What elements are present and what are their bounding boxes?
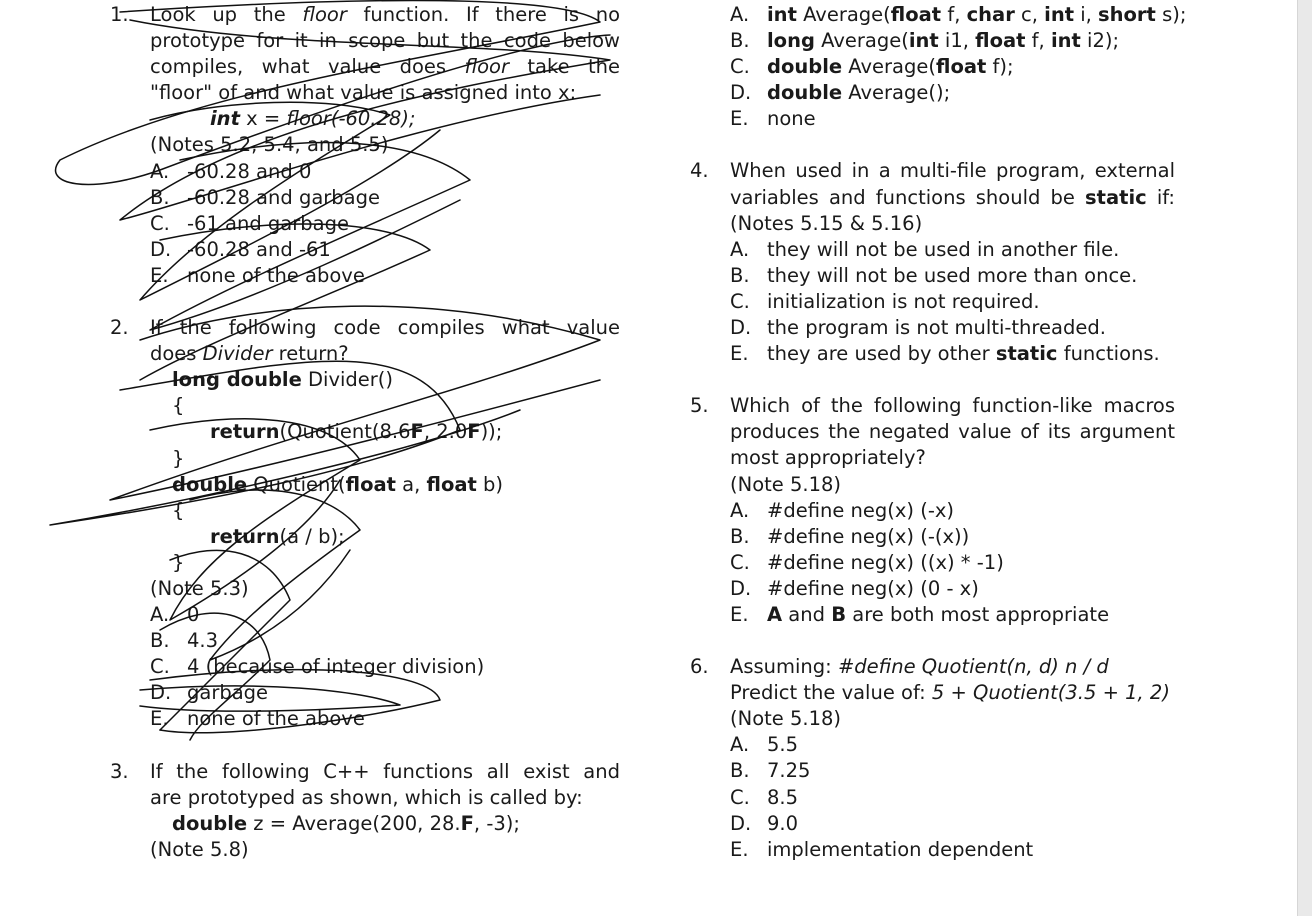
code-line: { <box>172 394 185 418</box>
option-e: E. implementation dependent <box>730 837 1034 861</box>
option-c: C. -61 and garbage <box>150 211 349 235</box>
question-number: 1. <box>110 3 129 26</box>
question-text-line: produces the negated value of its argument <box>730 420 1175 444</box>
option-b: B. 7.25 <box>730 759 811 783</box>
option-d: D. #define neg(x) (0 - x) <box>730 576 979 600</box>
code-line: int x = floor(-60.28); <box>210 107 416 131</box>
option-c: C. double Average(float f); <box>730 55 1014 79</box>
option-c: C. initialization is not required. <box>730 289 1040 313</box>
option-a: A. they will not be used in another file. <box>730 237 1120 261</box>
question-text-line: Look up the floor function. If there is no <box>150 3 620 26</box>
option-a: A. -60.28 and 0 <box>150 159 312 183</box>
question-text-line: does Divider return? <box>150 342 349 366</box>
option-b: B. 4.3 <box>150 629 219 653</box>
option-c: C. 8.5 <box>730 785 799 809</box>
option-a: A. #define neg(x) (-x) <box>730 498 955 522</box>
option-e: E. none <box>730 107 816 131</box>
question-number: 4. <box>690 159 709 183</box>
question-text-line: are prototyped as shown, which is called by: <box>150 785 583 809</box>
option-d: D. -60.28 and -61 <box>150 237 331 261</box>
question-text-line: Assuming: #define Quotient(n, d) n / d <box>730 655 1109 679</box>
option-b: B. #define neg(x) (-(x)) <box>730 524 970 548</box>
option-e: E. none of the above <box>150 263 365 287</box>
right-column <box>690 2 1187 863</box>
question-number: 6. <box>690 655 709 679</box>
option-c: C. #define neg(x) ((x) * -1) <box>730 550 1004 574</box>
option-b: B. -60.28 and garbage <box>150 185 380 209</box>
option-a: A. 0 <box>150 603 200 627</box>
question-1 <box>110 2 620 289</box>
option-d: D. the program is not multi-threaded. <box>730 316 1106 340</box>
question-text-line: most appropriately? <box>730 446 926 470</box>
option-a: A. int Average(float f, char c, int i, short s); <box>730 3 1187 26</box>
question-text-line: Which of the following function-like macros <box>730 394 1175 418</box>
question-number: 2. <box>110 316 129 340</box>
code-line: long double Divider() <box>172 368 394 392</box>
question-5 <box>690 393 1175 628</box>
question-text-line: variables and functions should be static if: <box>730 185 1175 209</box>
option-c: C. 4 (because of integer division) <box>150 655 485 679</box>
question-number: 5. <box>690 394 709 418</box>
question-3 <box>110 759 620 863</box>
question-text-line: "floor" of and what value is assigned into x: <box>150 81 577 105</box>
question-4 <box>690 158 1175 367</box>
question-text-line: prototype for it in scope but the code below <box>150 29 620 53</box>
question-number: 3. <box>110 759 129 783</box>
option-b: B. they will not be used more than once. <box>730 263 1138 287</box>
question-2 <box>110 315 620 733</box>
question-text-line: Predict the value of: 5 + Quotient(3.5 + 1, 2) <box>730 681 1170 705</box>
question-text-line: When used in a multi-file program, external <box>730 159 1175 183</box>
left-column <box>110 2 620 863</box>
note-reference: (Notes 5.15 & 5.16) <box>730 211 923 235</box>
scrollbar[interactable] <box>1297 0 1312 916</box>
code-line: double z = Average(200, 28.F, -3); <box>172 811 520 835</box>
note-reference: (Note 5.18) <box>730 472 841 496</box>
note-reference: (Note 5.8) <box>150 837 249 861</box>
code-line: } <box>172 446 185 470</box>
code-line: } <box>172 550 185 574</box>
question-text-line: compiles, what value does floor take the <box>150 55 620 79</box>
option-d: D. 9.0 <box>730 811 799 835</box>
code-line: double Quotient(float a, float b) <box>172 472 504 496</box>
code-line: { <box>172 498 185 522</box>
note-reference: (Note 5.3) <box>150 576 249 600</box>
note-reference: (Note 5.18) <box>730 707 841 731</box>
option-e: E. A and B are both most appropriate <box>730 602 1110 626</box>
option-e: E. they are used by other static functions. <box>730 342 1160 366</box>
option-d: D. garbage <box>150 681 269 705</box>
option-d: D. double Average(); <box>730 81 951 105</box>
note-reference: (Notes 5.2, 5.4, and 5.5) <box>150 133 389 157</box>
option-a: A. 5.5 <box>730 733 799 757</box>
code-line: return(Quotient(8.6F, 2.0F)); <box>210 420 503 444</box>
question-text-line: If the following code compiles what value <box>150 316 620 340</box>
question-text-line: If the following C++ functions all exist and <box>150 759 620 783</box>
option-b: B. long Average(int i1, float f, int i2); <box>730 29 1120 53</box>
code-line: return(a / b); <box>210 524 345 548</box>
option-e: E. none of the above <box>150 707 365 731</box>
question-3-options <box>690 2 1187 132</box>
question-6 <box>690 654 1175 863</box>
